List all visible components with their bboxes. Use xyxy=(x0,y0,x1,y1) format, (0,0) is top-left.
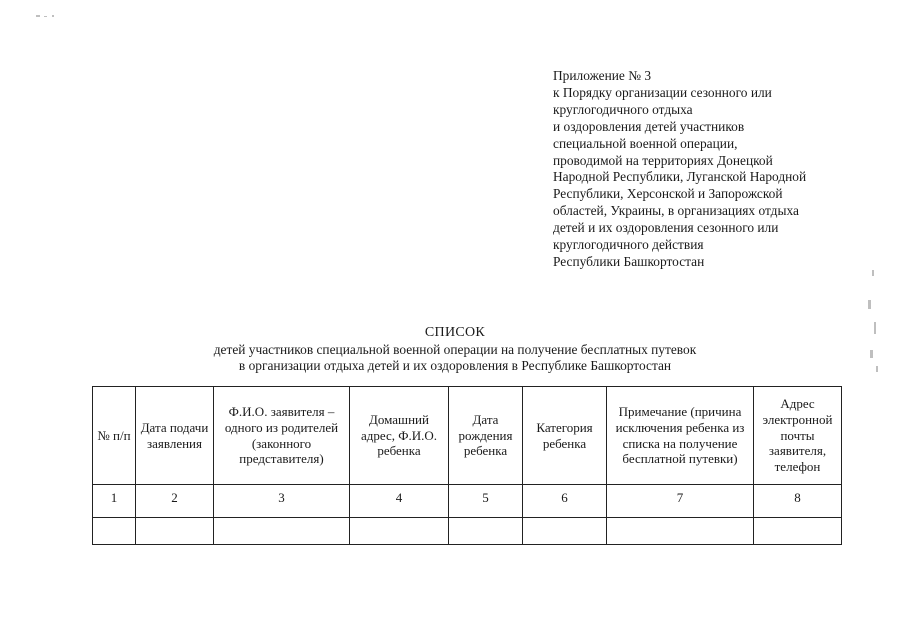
header-cell-application-date: Дата подачи заявления xyxy=(136,387,214,485)
table-numbering-row xyxy=(93,485,842,518)
table-cell xyxy=(607,518,754,545)
scan-artifact xyxy=(44,16,47,17)
title-main: СПИСОК xyxy=(424,325,486,340)
appendix-line: специальной военной операции, xyxy=(553,135,738,151)
table-cell xyxy=(754,518,842,545)
header-cell-applicant-name: Ф.И.О. заявителя – одного из родителей (законного представителя) xyxy=(214,387,350,485)
header-cell-home-address: Домашний адрес, Ф.И.О. ребенка xyxy=(350,387,449,485)
header-cell-birth-date: Дата рождения ребенка xyxy=(449,387,523,485)
appendix-line: Республики, Херсонской и Запорожской xyxy=(553,186,783,202)
table-cell xyxy=(449,518,523,545)
appendix-note xyxy=(553,68,853,271)
table-cell xyxy=(93,518,136,545)
appendix-line: и оздоровления детей участников xyxy=(553,118,745,134)
scan-artifact xyxy=(52,15,54,17)
scan-artifact xyxy=(874,322,876,334)
column-number-cell: 8 xyxy=(754,485,842,518)
title-line-1: детей участников специальной военной операции на получение бесплатных путевок xyxy=(213,341,697,357)
scan-artifact xyxy=(872,270,874,276)
appendix-line: Республики Башкортостан xyxy=(553,253,705,269)
table-cell xyxy=(523,518,607,545)
table-cell xyxy=(214,518,350,545)
column-number-cell: 1 xyxy=(93,485,136,518)
scan-artifact xyxy=(870,350,873,358)
column-number-cell: 5 xyxy=(449,485,523,518)
header-cell-category: Категория ребенка xyxy=(523,387,607,485)
column-number-cell: 2 xyxy=(136,485,214,518)
column-number-cell: 7 xyxy=(607,485,754,518)
children-list-table xyxy=(92,386,842,545)
header-cell-number: № п/п xyxy=(93,387,136,485)
column-number-cell: 6 xyxy=(523,485,607,518)
appendix-line: круглогодичного действия xyxy=(553,237,704,253)
scan-artifact xyxy=(876,366,878,372)
table-cell xyxy=(350,518,449,545)
scan-artifact xyxy=(36,15,40,17)
appendix-line: проводимой на территориях Донецкой xyxy=(553,152,773,168)
appendix-line: детей и их оздоровления сезонного или xyxy=(553,220,779,236)
appendix-line: областей, Украины, в организациях отдыха xyxy=(553,203,799,219)
scan-artifact xyxy=(868,300,871,309)
table-row xyxy=(93,518,842,545)
document-title xyxy=(150,325,760,375)
header-cell-contact: Адрес электронной почты заявителя, телефон xyxy=(754,387,842,485)
table-header-row xyxy=(93,387,842,485)
appendix-line: Народной Республики, Луганской Народной xyxy=(553,169,807,185)
header-cell-note: Примечание (причина исключения ребенка из списка на получение бесплатной путевки) xyxy=(607,387,754,485)
table-cell xyxy=(136,518,214,545)
title-line-2: в организации отдыха детей и их оздоровления в Республике Башкортостан xyxy=(238,358,672,373)
column-number-cell: 4 xyxy=(350,485,449,518)
appendix-line: круглогодичного отдыха xyxy=(553,101,693,117)
column-number-cell: 3 xyxy=(214,485,350,518)
appendix-line: к Порядку организации сезонного или xyxy=(553,84,772,100)
appendix-line: Приложение № 3 xyxy=(553,68,652,83)
